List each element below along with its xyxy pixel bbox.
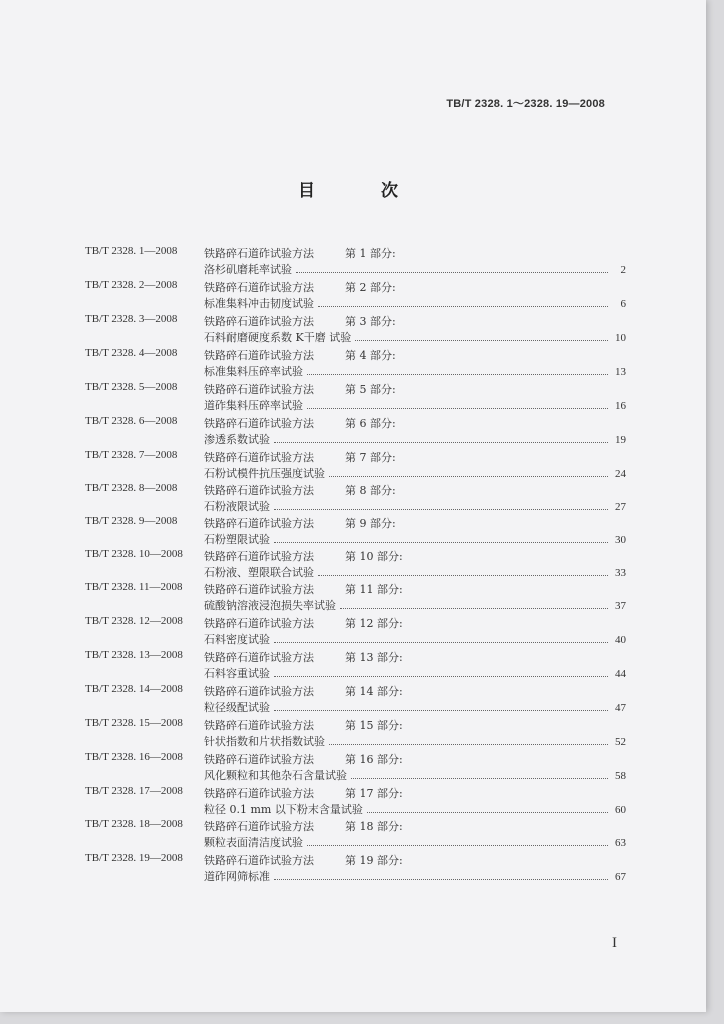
toc-entry-page: 13: [615, 366, 626, 378]
toc-entry-subtitle: 石料耐磨硬度系数 K干磨 试验: [204, 331, 352, 344]
toc-entry[interactable]: [0, 581, 706, 615]
toc-entry-series-title: 铁路碎石道砟试验方法: [204, 617, 314, 630]
toc-entry-series-title: 铁路碎石道砟试验方法: [204, 451, 314, 464]
toc-entry[interactable]: [0, 751, 706, 785]
toc-entry-series-title: 铁路碎石道砟试验方法: [204, 583, 314, 596]
toc-entry-page: 63: [615, 837, 626, 849]
toc-leader-dots: [274, 500, 608, 510]
toc-entry-part: 第 3 部分:: [345, 315, 396, 328]
toc-entry-code: TB/T 2328. 15—2008: [85, 717, 183, 729]
toc-entry[interactable]: [0, 649, 706, 683]
toc-entry[interactable]: [0, 245, 706, 279]
toc-entry-subtitle: 粒径 0.1 mm 以下粉末含量试验: [204, 803, 363, 816]
toc-entry-series-title: 铁路碎石道砟试验方法: [204, 854, 314, 867]
toc-entry-series-title: 铁路碎石道砟试验方法: [204, 550, 314, 563]
toc-leader-dots: [318, 566, 608, 576]
toc-entry-series-title: 铁路碎石道砟试验方法: [204, 753, 314, 766]
toc-entry[interactable]: [0, 615, 706, 649]
toc-entry-leader-line: [204, 363, 626, 379]
toc-entry-subtitle: 道砟网筛标准: [204, 870, 270, 883]
toc-entry[interactable]: [0, 717, 706, 751]
toc-leader-dots: [329, 735, 608, 745]
toc-entry-series-title: 铁路碎石道砟试验方法: [204, 383, 314, 396]
toc-entry-code: TB/T 2328. 3—2008: [85, 313, 178, 325]
toc-entry-code: TB/T 2328. 14—2008: [85, 683, 183, 695]
toc-entry-code: TB/T 2328. 4—2008: [85, 347, 178, 359]
toc-entry[interactable]: [0, 482, 706, 516]
toc-leader-dots: [351, 769, 608, 779]
toc-entry-part: 第 10 部分:: [345, 550, 403, 563]
toc-entry-code: TB/T 2328. 12—2008: [85, 615, 183, 627]
toc-leader-dots: [307, 365, 608, 375]
toc-entry[interactable]: [0, 683, 706, 717]
toc-entry-subtitle: 标准集料冲击韧度试验: [204, 297, 314, 310]
toc-entry-page: 67: [615, 871, 626, 883]
toc-entry[interactable]: [0, 548, 706, 582]
toc-entry-page: 60: [615, 804, 626, 816]
toc-entry-code: TB/T 2328. 10—2008: [85, 548, 183, 560]
toc-entry-leader-line: [204, 564, 626, 580]
toc-entry-part: 第 7 部分:: [345, 451, 396, 464]
toc-entry-series-title: 铁路碎石道砟试验方法: [204, 281, 314, 294]
toc-entry-page: 37: [615, 600, 626, 612]
toc-entry-code: TB/T 2328. 17—2008: [85, 785, 183, 797]
toc-entry-series-title: 铁路碎石道砟试验方法: [204, 517, 314, 530]
toc-entry[interactable]: [0, 313, 706, 347]
toc-entry-series-title: 铁路碎石道砟试验方法: [204, 685, 314, 698]
toc-entry-page: 24: [615, 468, 626, 480]
toc-entry-subtitle: 硫酸钠溶液浸泡损失率试验: [204, 599, 336, 612]
toc-leader-dots: [318, 297, 608, 307]
toc-leader-dots: [296, 263, 608, 273]
toc-leader-dots: [329, 467, 608, 477]
toc-entry-leader-line: [204, 733, 626, 749]
toc-entry-leader-line: [204, 431, 626, 447]
toc-entry-subtitle: 洛杉矶磨耗率试验: [204, 263, 292, 276]
toc-entry[interactable]: [0, 415, 706, 449]
toc-entry-part: 第 1 部分:: [345, 247, 396, 260]
toc-entry-page: 40: [615, 634, 626, 646]
toc-entry-leader-line: [204, 397, 626, 413]
toc-entry-leader-line: [204, 665, 626, 681]
toc-entry-series-title: 铁路碎石道砟试验方法: [204, 719, 314, 732]
toc-entry-part: 第 14 部分:: [345, 685, 403, 698]
toc-entry-code: TB/T 2328. 16—2008: [85, 751, 183, 763]
toc-leader-dots: [307, 399, 608, 409]
toc-entry-leader-line: [204, 498, 626, 514]
toc-entry-subtitle: 风化颗粒和其他杂石含量试验: [204, 769, 347, 782]
toc-entry-leader-line: [204, 631, 626, 647]
toc-entry-leader-line: [204, 699, 626, 715]
toc-entry-series-title: 铁路碎石道砟试验方法: [204, 349, 314, 362]
toc-leader-dots: [307, 836, 608, 846]
toc-entry-code: TB/T 2328. 18—2008: [85, 818, 183, 830]
toc-entry-subtitle: 粒径级配试验: [204, 701, 270, 714]
toc-entry-part: 第 12 部分:: [345, 617, 403, 630]
toc-entry-series-title: 铁路碎石道砟试验方法: [204, 787, 314, 800]
standard-code-header: TB/T 2328. 1～2328. 19—2008: [446, 98, 605, 110]
toc-entry[interactable]: [0, 347, 706, 381]
toc-entry-leader-line: [204, 261, 626, 277]
toc-entry[interactable]: [0, 852, 706, 886]
page-folio: I: [612, 935, 617, 951]
toc-leader-dots: [367, 803, 608, 813]
toc-entry-code: TB/T 2328. 1—2008: [85, 245, 178, 257]
toc-entry-page: 44: [615, 668, 626, 680]
toc-entry-page: 6: [620, 298, 626, 310]
toc-entry-series-title: 铁路碎石道砟试验方法: [204, 315, 314, 328]
toc-entry-leader-line: [204, 834, 626, 850]
toc-entry-part: 第 19 部分:: [345, 854, 403, 867]
toc-entry-subtitle: 石粉液限试验: [204, 500, 270, 513]
toc-entry-page: 19: [615, 434, 626, 446]
toc-entry-code: TB/T 2328. 8—2008: [85, 482, 178, 494]
toc-leader-dots: [274, 701, 608, 711]
toc-entry-subtitle: 标准集料压碎率试验: [204, 365, 303, 378]
toc-entry-subtitle: 石粉液、塑限联合试验: [204, 566, 314, 579]
toc-entry-code: TB/T 2328. 6—2008: [85, 415, 178, 427]
toc-entry-code: TB/T 2328. 13—2008: [85, 649, 183, 661]
toc-entry-subtitle: 石料密度试验: [204, 633, 270, 646]
toc-entry-code: TB/T 2328. 7—2008: [85, 449, 178, 461]
toc-entry-part: 第 17 部分:: [345, 787, 403, 800]
toc-entry-series-title: 铁路碎石道砟试验方法: [204, 247, 314, 260]
toc-entry-page: 10: [615, 332, 626, 344]
toc-entry-part: 第 18 部分:: [345, 820, 403, 833]
toc-entry-page: 16: [615, 400, 626, 412]
toc-entry-leader-line: [204, 801, 626, 817]
toc-entry-subtitle: 道砟集料压碎率试验: [204, 399, 303, 412]
toc-entry[interactable]: [0, 785, 706, 819]
toc-entry-part: 第 16 部分:: [345, 753, 403, 766]
toc-entry[interactable]: [0, 279, 706, 313]
toc-entry-page: 58: [615, 770, 626, 782]
toc-entry-series-title: 铁路碎石道砟试验方法: [204, 820, 314, 833]
toc-entry[interactable]: [0, 515, 706, 549]
toc-entry-page: 47: [615, 702, 626, 714]
toc-entry-code: TB/T 2328. 19—2008: [85, 852, 183, 864]
toc-entry-leader-line: [204, 295, 626, 311]
toc-entry-leader-line: [204, 868, 626, 884]
toc-entry-series-title: 铁路碎石道砟试验方法: [204, 651, 314, 664]
toc-entry-subtitle: 渗透系数试验: [204, 433, 270, 446]
toc-entry-leader-line: [204, 465, 626, 481]
toc-entry-page: 27: [615, 501, 626, 513]
toc-entry-subtitle: 石粉塑限试验: [204, 533, 270, 546]
toc-entry-code: TB/T 2328. 5—2008: [85, 381, 178, 393]
toc-entry-code: TB/T 2328. 11—2008: [85, 581, 183, 593]
toc-entry-leader-line: [204, 767, 626, 783]
toc-entry-part: 第 15 部分:: [345, 719, 403, 732]
toc-leader-dots: [274, 870, 608, 880]
toc-entry-part: 第 8 部分:: [345, 484, 396, 497]
toc-entry-subtitle: 颗粒表面清洁度试验: [204, 836, 303, 849]
toc-leader-dots: [355, 331, 608, 341]
toc-entry-part: 第 5 部分:: [345, 383, 396, 396]
toc-entry-subtitle: 针状指数和片状指数试验: [204, 735, 325, 748]
toc-entry-page: 52: [615, 736, 626, 748]
toc-entry-leader-line: [204, 531, 626, 547]
toc-leader-dots: [340, 599, 608, 609]
page-title: 目 次: [298, 181, 428, 201]
toc-entry-series-title: 铁路碎石道砟试验方法: [204, 484, 314, 497]
toc-entry[interactable]: [0, 449, 706, 483]
toc-entry-page: 33: [615, 567, 626, 579]
toc-entry[interactable]: [0, 381, 706, 415]
toc-entry-leader-line: [204, 597, 626, 613]
toc-entry-part: 第 6 部分:: [345, 417, 396, 430]
toc-entry-code: TB/T 2328. 2—2008: [85, 279, 178, 291]
toc-entry-code: TB/T 2328. 9—2008: [85, 515, 178, 527]
toc-entry-part: 第 13 部分:: [345, 651, 403, 664]
toc-entry-page: 30: [615, 534, 626, 546]
toc-entry-part: 第 4 部分:: [345, 349, 396, 362]
toc-entry-part: 第 2 部分:: [345, 281, 396, 294]
toc-entry-leader-line: [204, 329, 626, 345]
toc-leader-dots: [274, 533, 608, 543]
toc-leader-dots: [274, 433, 608, 443]
toc-entry-subtitle: 石粉试模件抗压强度试验: [204, 467, 325, 480]
toc-entry-part: 第 9 部分:: [345, 517, 396, 530]
toc-entry-series-title: 铁路碎石道砟试验方法: [204, 417, 314, 430]
toc-leader-dots: [274, 633, 608, 643]
toc-entry-part: 第 11 部分:: [345, 583, 403, 596]
toc-leader-dots: [274, 667, 608, 677]
toc-entry-subtitle: 石料容重试验: [204, 667, 270, 680]
toc-entry-page: 2: [620, 264, 626, 276]
toc-entry[interactable]: [0, 818, 706, 852]
